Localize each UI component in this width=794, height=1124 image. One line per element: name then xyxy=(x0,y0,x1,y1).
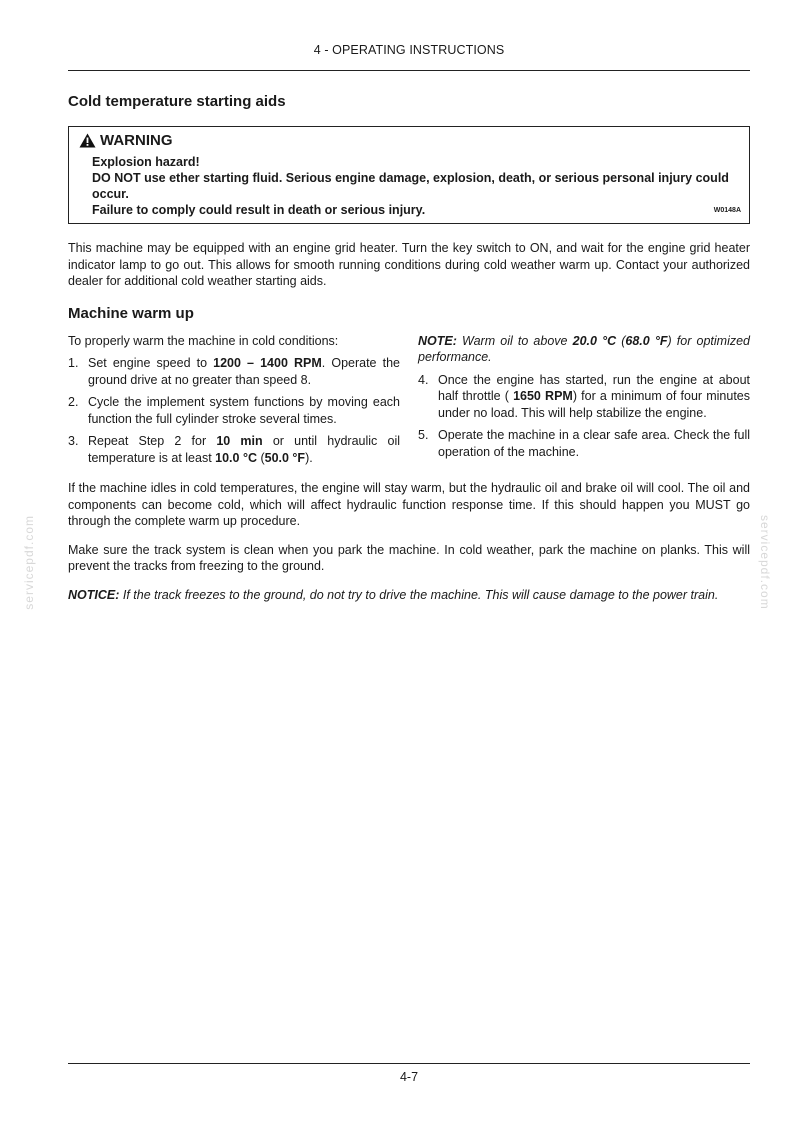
footer-rule xyxy=(68,1063,750,1064)
right-column xyxy=(418,333,750,467)
warning-line-2: DO NOT use ether starting fluid. Serious engine damage, explosion, death, or serious personal injury could occur. xyxy=(92,171,729,201)
warning-body xyxy=(79,154,741,218)
list-item-step-2: 2. Cycle the implement system functions by moving each function the full cylinder stroke several times. xyxy=(68,395,400,426)
page-content xyxy=(68,92,750,615)
notice-paragraph: NOTICE: If the track freezes to the ground, do not try to drive the machine. This will cause damage to the power train. xyxy=(68,587,719,602)
list-item-step-3: 3. Repeat Step 2 for 10 min or until hydraulic oil temperature is at least 10.0 °C (50.0 °F). xyxy=(68,434,400,465)
two-column-steps xyxy=(68,333,750,467)
left-column xyxy=(68,333,400,467)
warning-box xyxy=(68,126,750,224)
watermark-left: servicepdf.com xyxy=(22,515,36,610)
section-title-cold-start: Cold temperature starting aids xyxy=(68,93,286,110)
warning-line-3: Failure to comply could result in death or serious injury. xyxy=(92,203,426,217)
idle-paragraph: If the machine idles in cold temperatures, the engine will stay warm, but the hydraulic oil and brake oil will cool. The oil and components can become cold, which will affect hydraulic function response time. If this should happen you MUST go through the complete warm up procedure. xyxy=(68,481,750,528)
track-paragraph: Make sure the track system is clean when you park the machine. In cold weather, park the machine on planks. This will prevent the tracks from freezing to the ground. xyxy=(68,542,750,573)
watermark-right: servicepdf.com xyxy=(758,515,772,610)
warning-triangle-icon xyxy=(79,133,96,148)
section-title-warm-up: Machine warm up xyxy=(68,304,194,322)
warning-line-1: Explosion hazard! xyxy=(92,155,200,169)
header-rule xyxy=(68,70,750,71)
warm-up-lead: To properly warm the machine in cold conditions: xyxy=(68,333,339,348)
after-steps xyxy=(68,480,750,603)
note-warm-oil: NOTE: Warm oil to above 20.0 °C (68.0 °F) for optimized performance. xyxy=(418,333,751,364)
list-item-step-1: 1. Set engine speed to 1200 – 1400 RPM. Operate the ground drive at no greater than speed 8. xyxy=(68,356,400,387)
list-item-step-4: 4. Once the engine has started, run the engine at about half throttle ( 1650 RPM) for a minimum of four minutes under no load. This will help stabilize the engine. xyxy=(418,372,751,420)
list-item-step-5: 5. Operate the machine in a clear safe area. Check the full operation of the machine. xyxy=(418,428,750,459)
page-number: 4-7 xyxy=(399,1070,419,1084)
warning-title xyxy=(79,131,741,150)
warning-title-text: WARNING xyxy=(100,132,173,149)
running-head: 4 - OPERATING INSTRUCTIONS xyxy=(313,43,505,57)
intro-paragraph: This machine may be equipped with an engine grid heater. Turn the key switch to ON, and wait for the engine grid heater indicator lamp to go out. This allows for smooth running conditions during cold weather warm up. Contact your authorized dealer for additional cold weather starting aids. xyxy=(68,241,750,288)
warning-code: W0148A xyxy=(713,206,741,214)
